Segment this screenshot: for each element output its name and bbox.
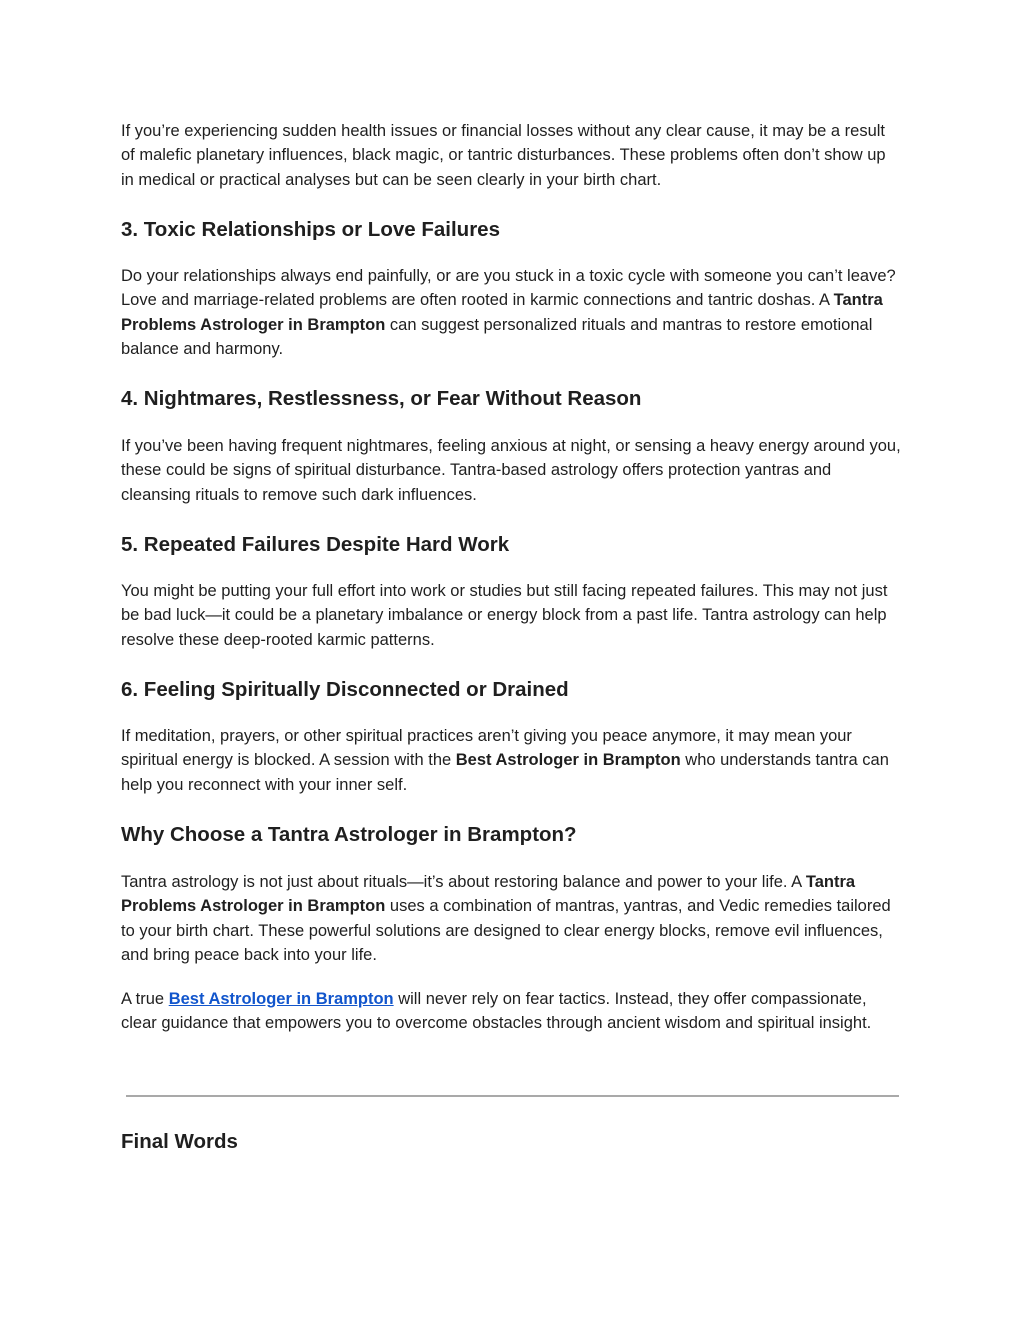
section-3	[121, 217, 903, 243]
section-3-paragraph	[121, 264, 903, 362]
intro-paragraph	[121, 119, 903, 192]
section-5-paragraph	[121, 579, 903, 652]
best-astrologer-link[interactable]: Best Astrologer in Brampton	[168, 990, 394, 1008]
section-6-bold-keyword: Best Astrologer in Brampton	[455, 751, 681, 770]
why-p1-text-after: uses a combination of mantras, yantras, and Vedic remedies tailored to your birth chart. These powerful solutions are designed to clear energy blocks, remove evil influences, and bring peace back into your life.	[121, 897, 891, 965]
section-6-paragraph	[121, 724, 903, 797]
why-paragraph-2	[121, 987, 903, 1036]
section-3-text-before: Do your relationships always end painfully, or are you stuck in a toxic cycle with someone you can’t leave? Love and marriage-related problems are often rooted in karmic connections and tantric doshas. A	[121, 267, 896, 310]
section-3-text-after: can suggest personalized rituals and mantras to restore emotional balance and harmony.	[121, 315, 873, 359]
section-4	[121, 386, 903, 412]
why-paragraph-1	[121, 870, 903, 968]
section-5-heading: 5. Repeated Failures Despite Hard Work	[121, 533, 510, 556]
why-heading: Why Choose a Tantra Astrologer in Brampton?	[121, 823, 577, 846]
section-4-heading: 4. Nightmares, Restlessness, or Fear Without Reason	[121, 387, 642, 410]
section-5-text: You might be putting your full effort into work or studies but still facing repeated failures. This may not just be bad luck—it could be a planetary imbalance or energy block from a past life. Tantra astrology can help resolve these deep-rooted karmic patterns.	[121, 582, 888, 649]
section-6-heading: 6. Feeling Spiritually Disconnected or Drained	[121, 678, 569, 701]
why-section	[121, 822, 903, 848]
section-4-text: If you’ve been having frequent nightmares, feeling anxious at night, or sensing a heavy energy around you, these could be signs of spiritual disturbance. Tantra-based astrology offers protection yantras and cleansing rituals to remove such dark influences.	[121, 437, 901, 504]
intro-text: If you’re experiencing sudden health issues or financial losses without any clear cause, it may be a result of malefic planetary influences, black magic, or tantric disturbances. These problems often don’t show up in medical or practical analyses but can be seen clearly in your birth chart.	[121, 122, 886, 189]
section-6	[121, 677, 903, 703]
section-6-text-after: who understands tantra can help you reconnect with your inner self.	[121, 751, 889, 794]
final-heading: Final Words	[121, 1130, 238, 1153]
section-3-bold-keyword: Tantra Problems Astrologer in Brampton	[121, 291, 883, 334]
why-p1-text-before: Tantra astrology is not just about rituals—it’s about restoring balance and power to your life. A	[121, 873, 806, 891]
section-6-text-before: If meditation, prayers, or other spiritual practices aren’t giving you peace anymore, it may mean your spiritual energy is blocked. A session with the	[121, 727, 852, 770]
final-section	[121, 1129, 903, 1155]
why-p1-bold-keyword: Tantra Problems Astrologer in Brampton	[121, 873, 856, 916]
section-5	[121, 532, 903, 558]
section-3-heading: 3. Toxic Relationships or Love Failures	[121, 218, 500, 241]
section-4-paragraph	[121, 434, 903, 507]
why-p2-text-before: A true	[121, 990, 169, 1008]
horizontal-divider	[126, 1095, 899, 1097]
why-p2-text-after: will never rely on fear tactics. Instead, they offer compassionate, clear guidance that empowers you to overcome obstacles through ancient wisdom and spiritual insight.	[121, 990, 872, 1033]
